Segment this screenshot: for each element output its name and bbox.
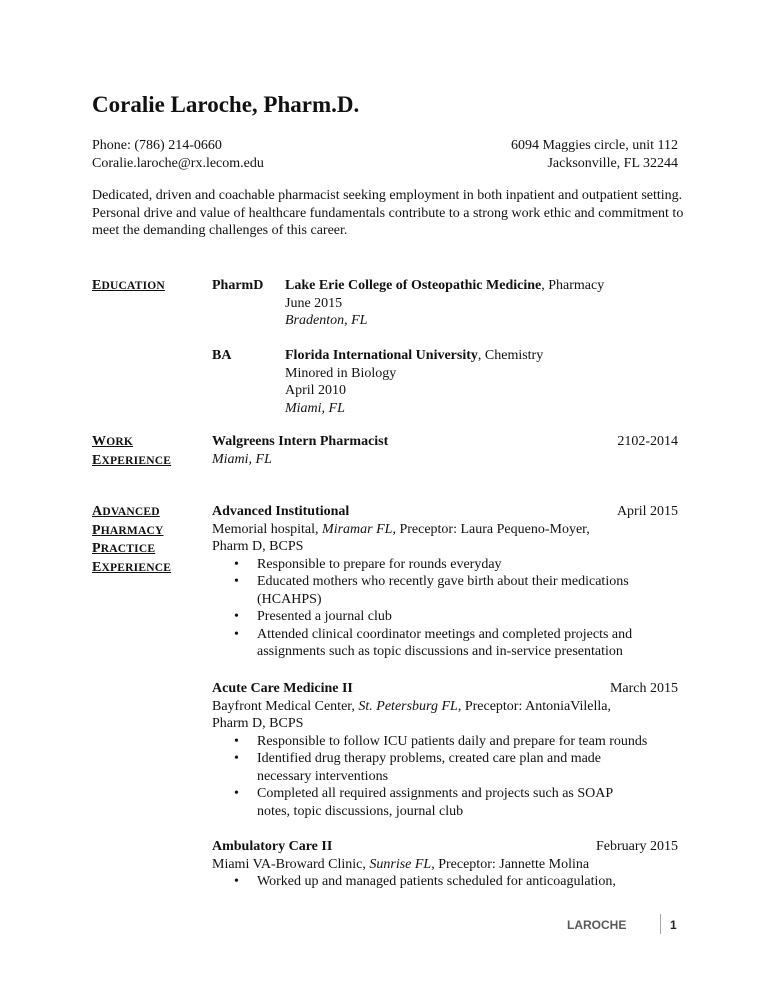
education-date: June 2015 (285, 295, 343, 311)
summary: Dedicated, driven and coachable pharmacist seeking employment in both inpatient and outpatient setting. Personal drive and value of healthcare fundamentals contribute to a strong work ethic and commitment to meet the demanding challenges of this career. (92, 188, 684, 238)
bullet-item: • Attended clinical coordinator meetings and completed projects and assignments such as topic discussions and in-service presentation (234, 626, 633, 659)
education-date: April 2010 (285, 383, 347, 398)
work-title: Walgreens Intern Pharmacist (212, 434, 389, 449)
education-location: Miami, FL (285, 400, 345, 416)
education-entry: Lake Erie College of Osteopathic Medicine, Pharmacy June 2015 Bradenton, FL (285, 278, 605, 328)
section-education: EDUCATION (92, 278, 165, 293)
rotation-date: February 2015 (595, 839, 678, 854)
address-line-1: 6094 Maggies circle, unit 112 (510, 138, 678, 153)
footer-divider (660, 914, 661, 934)
school-name: Florida International University (285, 348, 478, 363)
rotation-bullets (212, 556, 678, 661)
bullet-item: • Responsible to prepare for rounds everyday (234, 556, 502, 572)
work-entry (212, 433, 678, 468)
rotation-site: Bayfront Medical Center, St. Petersburg FL, Preceptor: AntoniaVilella, (212, 698, 611, 714)
rotation-acute-care (212, 680, 678, 820)
school-name: Lake Erie College of Osteopathic Medicine (285, 278, 542, 293)
rotation-ambulatory-care (212, 838, 678, 891)
rotation-bullets (212, 733, 678, 821)
bullet-item: • Presented a journal club (234, 609, 392, 624)
rotation-site: Memorial hospital, Miramar FL, Preceptor: Laura Pequeno-Moyer, (212, 521, 590, 537)
rotation-date: March 2015 (609, 681, 678, 696)
rotation-site: Miami VA-Broward Clinic, Sunrise FL, Preceptor: Jannette Molina (212, 856, 590, 872)
rotation-credentials: Pharm D, BCPS (212, 716, 304, 731)
section-work-experience: WORK EXPERIENCE (92, 434, 172, 468)
rotation-advanced-institutional (212, 503, 678, 661)
footer-label: LAROCHE (567, 918, 627, 932)
rotation-bullets (212, 873, 678, 891)
bullet-item: • Identified drug therapy problems, created care plan and made necessary interventions (234, 751, 602, 784)
section-appe: ADVANCED PHARMACY PRACTICE EXPERIENCE (92, 504, 172, 575)
work-dates: 2102-2014 (617, 434, 678, 449)
email: Coralie.laroche@rx.lecom.edu (92, 156, 264, 171)
phone: Phone: (786) 214-0660 (92, 138, 222, 153)
rotation-date: April 2015 (616, 504, 678, 519)
rotation-credentials: Pharm D, BCPS (212, 539, 304, 554)
rotation-title: Acute Care Medicine II (212, 681, 353, 696)
bullet-item: • Completed all required assignments and projects such as SOAP notes, topic discussions, journal club (234, 786, 614, 819)
education-minor: Minored in Biology (285, 365, 397, 381)
resume-name: Coralie Laroche, Pharm.D. (92, 92, 360, 117)
bullet-item: • Worked up and managed patients scheduled for anticoagulation, (234, 874, 616, 889)
work-location: Miami, FL (212, 451, 272, 467)
degree-ba: BA (212, 348, 232, 363)
rotation-title: Ambulatory Care II (212, 839, 333, 854)
bullet-item: • Educated mothers who recently gave birth about their medications (HCAHPS) (234, 574, 629, 607)
education-location: Bradenton, FL (285, 313, 368, 328)
rotation-title: Advanced Institutional (212, 504, 350, 519)
address-line-2: Jacksonville, FL 32244 (547, 156, 678, 171)
bullet-item: • Responsible to follow ICU patients daily and prepare for team rounds (234, 733, 648, 749)
degree-pharmd: PharmD (212, 278, 264, 293)
education-entry: Florida International University, Chemistry Minored in Biology April 2010 Miami, FL (285, 348, 544, 416)
page-number: 1 (670, 918, 677, 932)
